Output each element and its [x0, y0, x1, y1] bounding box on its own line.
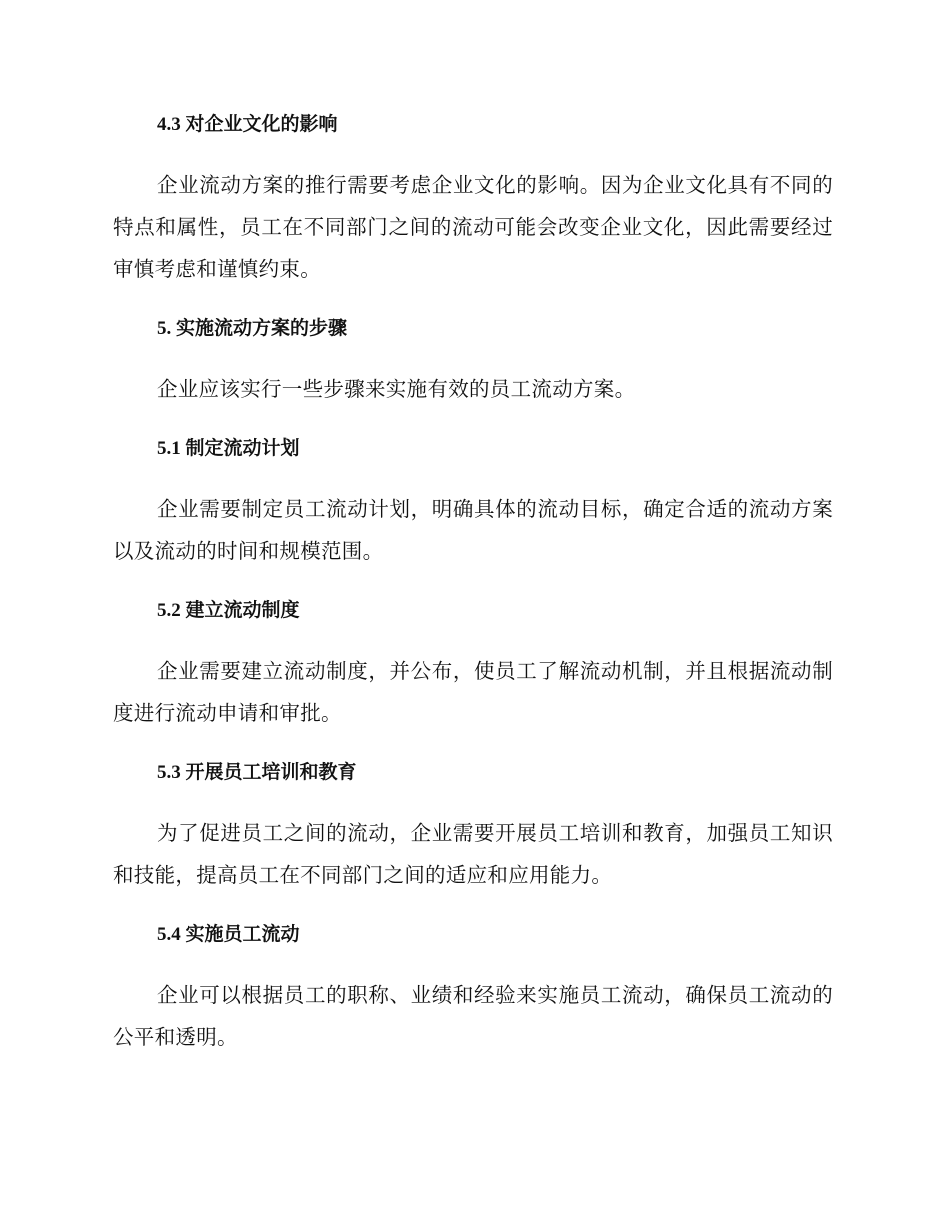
section-paragraph-5: 企业应该实行一些步骤来实施有效的员工流动方案。	[157, 377, 636, 401]
section-heading-5-2: 5.2 建立流动制度	[157, 600, 300, 621]
section-paragraph-5-4: 企业可以根据员工的职称、业绩和经验来实施员工流动，确保员工流动的公平和透明。	[113, 983, 833, 1049]
section-paragraph-5-3: 为了促进员工之间的流动，企业需要开展员工培训和教育，加强员工知识和技能，提高员工在不同部门之间的适应和应用能力。	[113, 821, 833, 887]
section-heading-5-3: 5.3 开展员工培训和教育	[157, 762, 357, 783]
section-paragraph-4-3: 企业流动方案的推行需要考虑企业文化的影响。因为企业文化具有不同的特点和属性，员工在不同部门之间的流动可能会改变企业文化，因此需要经过审慎考虑和谨慎约束。	[113, 173, 833, 281]
section-heading-5: 5. 实施流动方案的步骤	[157, 318, 348, 339]
section-heading-5-1: 5.1 制定流动计划	[157, 438, 300, 459]
document-body	[113, 108, 833, 1080]
section-paragraph-5-2: 企业需要建立流动制度，并公布，使员工了解流动机制，并且根据流动制度进行流动申请和审批。	[113, 659, 833, 725]
section-paragraph-5-1: 企业需要制定员工流动计划，明确具体的流动目标，确定合适的流动方案以及流动的时间和规模范围。	[113, 497, 833, 563]
section-heading-5-4: 5.4 实施员工流动	[157, 924, 300, 945]
section-heading-4-3: 4.3 对企业文化的影响	[157, 114, 338, 135]
